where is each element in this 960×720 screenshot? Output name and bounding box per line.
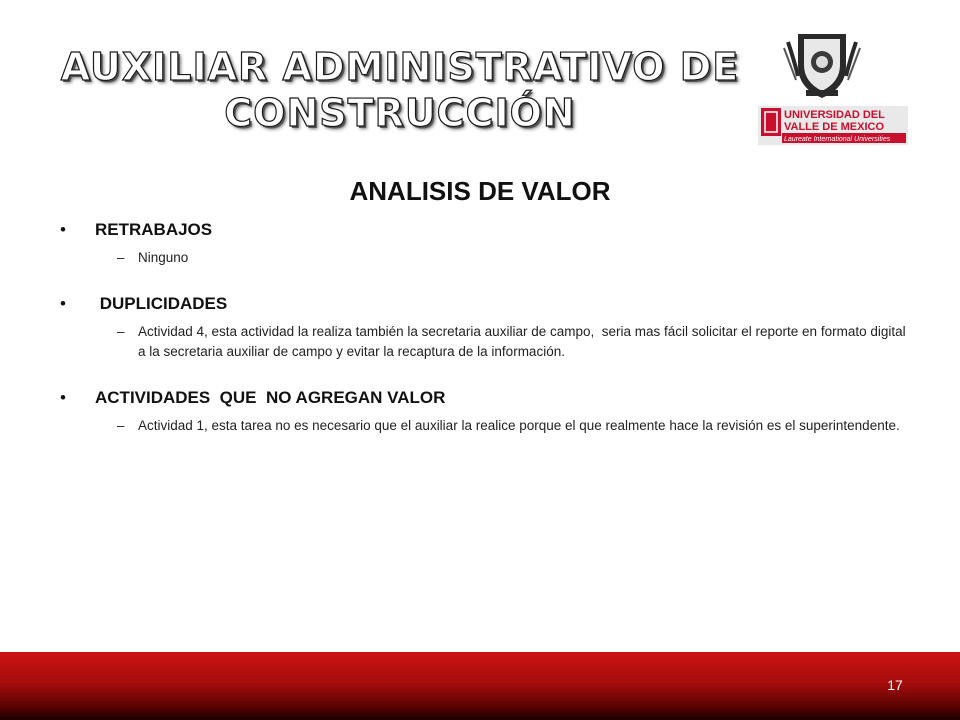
logo-text-line2: VALLE DE MEXICO (784, 121, 885, 133)
section-heading-retrabajos: • RETRABAJOS (60, 216, 910, 244)
slide-content (60, 216, 910, 436)
university-logo (758, 30, 908, 145)
slide-subtitle: ANALISIS DE VALOR (349, 176, 611, 206)
logo-tagline: Laureate International Universities (784, 136, 891, 143)
page-number: 17 (887, 677, 903, 693)
crest-icon (784, 34, 860, 98)
section-heading-duplicidades: • DUPLICIDADES (60, 290, 910, 318)
section-item: – Ninguno (60, 248, 910, 268)
slide-title: AUXILIAR ADMINISTRATIVO DE CONSTRUCCIÓN (60, 45, 740, 135)
section-item: – Actividad 4, esta actividad la realiza también la secretaria auxiliar de campo, seria mas fácil solicitar el reporte en formato digital a la secretaria auxiliar de campo y evitar la recaptura de la información. (60, 322, 910, 362)
footer-bar (0, 652, 960, 720)
logo-text-line1: UNIVERSIDAD DEL (784, 109, 885, 121)
section-item: – Actividad 1, esta tarea no es necesario que el auxiliar la realice porque el que realmente hace la revisión es el superintendente. (60, 416, 910, 436)
section-heading-actividades-sin-valor: • ACTIVIDADES QUE NO AGREGAN VALOR (60, 384, 910, 412)
